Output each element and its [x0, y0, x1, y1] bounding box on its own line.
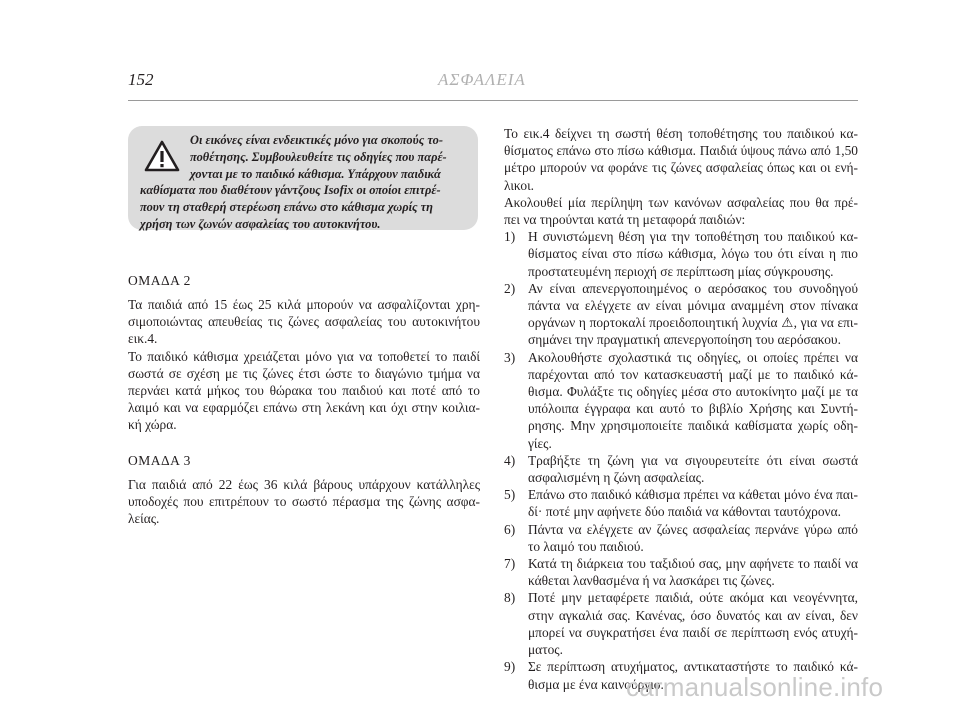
text-line: μπορεί να συγκρατήσει ένα παιδί σε περίπτωση ενός ατυχή- — [528, 624, 858, 640]
text-line: μέτρο μπορούν να φοράνε τις ζώνες ασφαλείας όπως και οι ενή- — [504, 160, 858, 176]
text-line: σωστά σε σχέση με τις ζώνες έτσι ώστε το διαγώνιο τμήμα να — [128, 365, 480, 381]
list-item-number: 3) — [504, 349, 516, 365]
text-line: Πάντα να ελέγχετε αν ζώνες ασφαλείας περνάνε γύρω από — [528, 521, 858, 537]
list-item — [504, 521, 858, 555]
text-line: Για παιδιά από 22 έως 36 κιλά βάρους υπάρχουν κατάλληλες — [128, 476, 480, 492]
list-item — [504, 486, 858, 520]
text-line: Κατά τη διάρκεια του ταξιδιού σας, μην αφήνετε το παιδί να — [528, 556, 858, 572]
text-line: Σε περίπτωση ατυχήματος, αντικαταστήστε το παιδικό κά- — [528, 659, 858, 675]
intro-paragraph — [504, 125, 858, 228]
group2-heading: ΟΜΑΔΑ 2 — [128, 273, 191, 288]
text-line: Ακολουθήστε σχολαστικά τις οδηγίες, οι οποίες πρέπει να — [528, 349, 858, 365]
text-line: σημάνει την πραγματική απενεργοποίηση του αερόσακου. — [528, 332, 841, 348]
text-line: κή χώρα. — [128, 417, 177, 433]
text-line: πει να τηρούνται κατά τη μεταφορά παιδιών: — [504, 212, 746, 228]
warning-line: πουν τη σταθερή στερέωση επάνω στο κάθισμα χωρίς τη — [140, 200, 433, 215]
text-line: κάθεται λανθασμένα ή να λασκάρει τις ζώνες. — [528, 573, 775, 589]
text-line: λικοι. — [504, 177, 535, 193]
text-line: Η συνιστώμενη θέση για την τοποθέτηση του παιδικού κα- — [528, 229, 858, 245]
text-line: ασφαλισμένη η ζώνη ασφαλείας. — [528, 470, 705, 486]
text-line: σιμοποιώντας απευθείας τις ζώνες ασφαλείας του αυτοκινήτου — [128, 314, 480, 330]
text-line: δί· ποτέ μην αφήνετε δύο παιδιά να κάθονται ταυτόχρονα. — [528, 504, 841, 520]
list-item — [504, 228, 858, 280]
text-line: Αν είναι απενεργοποιημένος ο αερόσακος του συνοδηγού — [528, 280, 858, 296]
watermark: carmanualsonline.info — [626, 672, 884, 702]
text-line: Το εικ.4 δείχνει τη σωστή θέση τοποθέτησης του παιδικού κα- — [504, 126, 858, 141]
list-item — [504, 452, 858, 486]
text-line: λείας. — [128, 511, 160, 527]
text-line: Ακολουθεί μία περίληψη των κανόνων ασφαλείας που θα πρέ- — [504, 194, 858, 210]
text-line: εικ.4. — [128, 331, 158, 347]
safety-rules-list — [504, 228, 858, 692]
text-line: γίες. — [528, 435, 552, 451]
list-item-number: 4) — [504, 452, 516, 468]
text-line: πάντα να ελέγχετε αν είναι μόνιμα αναμμένη στον πίνακα — [528, 298, 858, 314]
page-header — [128, 70, 858, 100]
text-line: οργάνων η πορτοκαλί προειδοποιητική λυχνία ⚠, για να επι- — [528, 315, 858, 331]
group3-heading: ΟΜΑΔΑ 3 — [128, 452, 191, 468]
list-item — [504, 280, 858, 349]
text-line: υπόλοιπα έγγραφα και αυτό το βιβλίο Χρήσης και Συντή- — [528, 401, 858, 417]
list-item-number: 9) — [504, 659, 516, 675]
warning-box — [128, 126, 478, 230]
warning-text — [140, 132, 470, 233]
text-line: θισμα με ένα καινούργιο. — [528, 676, 664, 692]
list-item — [504, 349, 858, 452]
text-line: προστατευμένη περιοχή σε περίπτωση μίας σύγκρουσης. — [528, 263, 834, 279]
text-line: στην αγκαλιά σας. Κανένας, όσο δυνατός και αν είναι, δεν — [528, 607, 858, 623]
list-item-number: 8) — [504, 590, 516, 606]
text-line: το λαιμό του παιδιού. — [528, 538, 644, 554]
group3-paragraph — [128, 476, 480, 528]
text-line: θίσματος επάνω στο πίσω κάθισμα. Παιδιά ύψους πάνω από 1,50 — [504, 143, 858, 159]
text-line: λαιμό και να εφαρμόζει επάνω στη λεκάνη και όχι στην κοιλια- — [128, 400, 480, 416]
warning-line: ποθέτησης. Συμβουλευθείτε τις οδηγίες που παρέ- — [190, 149, 447, 164]
header-divider — [128, 100, 858, 101]
text-line: Τραβήξτε τη ζώνη για να σιγουρευτείτε ότι είναι σωστά — [528, 452, 858, 468]
text-line: υποδοχές που επιτρέπουν το σωστό πέρασμα της ζώνης ασφα- — [128, 493, 480, 509]
left-column — [128, 272, 480, 527]
group2-paragraph-2 — [128, 348, 480, 434]
text-line: Το παιδικό κάθισμα χρειάζεται μόνο για να τοποθετεί το παιδί — [128, 348, 480, 364]
text-line: Ποτέ μην μεταφέρετε παιδιά, ούτε ακόμα και νεογέννητα, — [528, 590, 858, 606]
list-item — [504, 589, 858, 658]
section-title: ΑΣΦΑΛΕΙΑ — [438, 70, 526, 89]
list-item-number: 2) — [504, 280, 516, 296]
right-column — [504, 125, 858, 693]
text-line: ρησης. Μην χρησιμοποιείτε παιδικά καθίσματα χωρίς οδη- — [528, 418, 858, 434]
text-line: ματος. — [528, 642, 563, 658]
list-item-number: 1) — [504, 229, 516, 245]
text-line: θίσματος είναι στο πίσω κάθισμα, λόγω του ότι είναι η πιο — [528, 246, 858, 262]
warning-line: Οι εικόνες είναι ενδεικτικές μόνο για σκοπούς το- — [190, 133, 443, 147]
list-item-number: 5) — [504, 487, 516, 503]
text-line: παρέχονται από τον κατασκευαστή μαζί με το παιδικό κά- — [528, 366, 858, 382]
list-item-number: 6) — [504, 521, 516, 537]
group2-paragraph-1 — [128, 296, 480, 348]
warning-line: χονται με το παιδικό κάθισμα. Υπάρχουν παιδικά — [190, 166, 441, 181]
text-line: θισμα. Φυλάξτε τις οδηγίες μέσα στο αυτοκίνητο μαζί με τα — [528, 384, 858, 400]
text-line: Τα παιδιά από 15 έως 25 κιλά μπορούν να ασφαλίζονται χρη- — [128, 297, 480, 312]
warning-line: χρήση των ζωνών ασφαλείας του αυτοκινήτου. — [140, 216, 381, 231]
list-item-number: 7) — [504, 556, 516, 572]
page-number: 152 — [128, 70, 154, 89]
text-line: περνάει κατά μήκος του θώρακα του παιδιού και ποτέ από το — [128, 383, 480, 399]
list-item — [504, 555, 858, 589]
warning-line: καθίσματα που διαθέτουν γάντζους Isofix οι οποίοι επιτρέ- — [140, 183, 441, 198]
text-line: Επάνω στο παιδικό κάθισμα πρέπει να κάθεται μόνο ένα παι- — [528, 487, 858, 503]
